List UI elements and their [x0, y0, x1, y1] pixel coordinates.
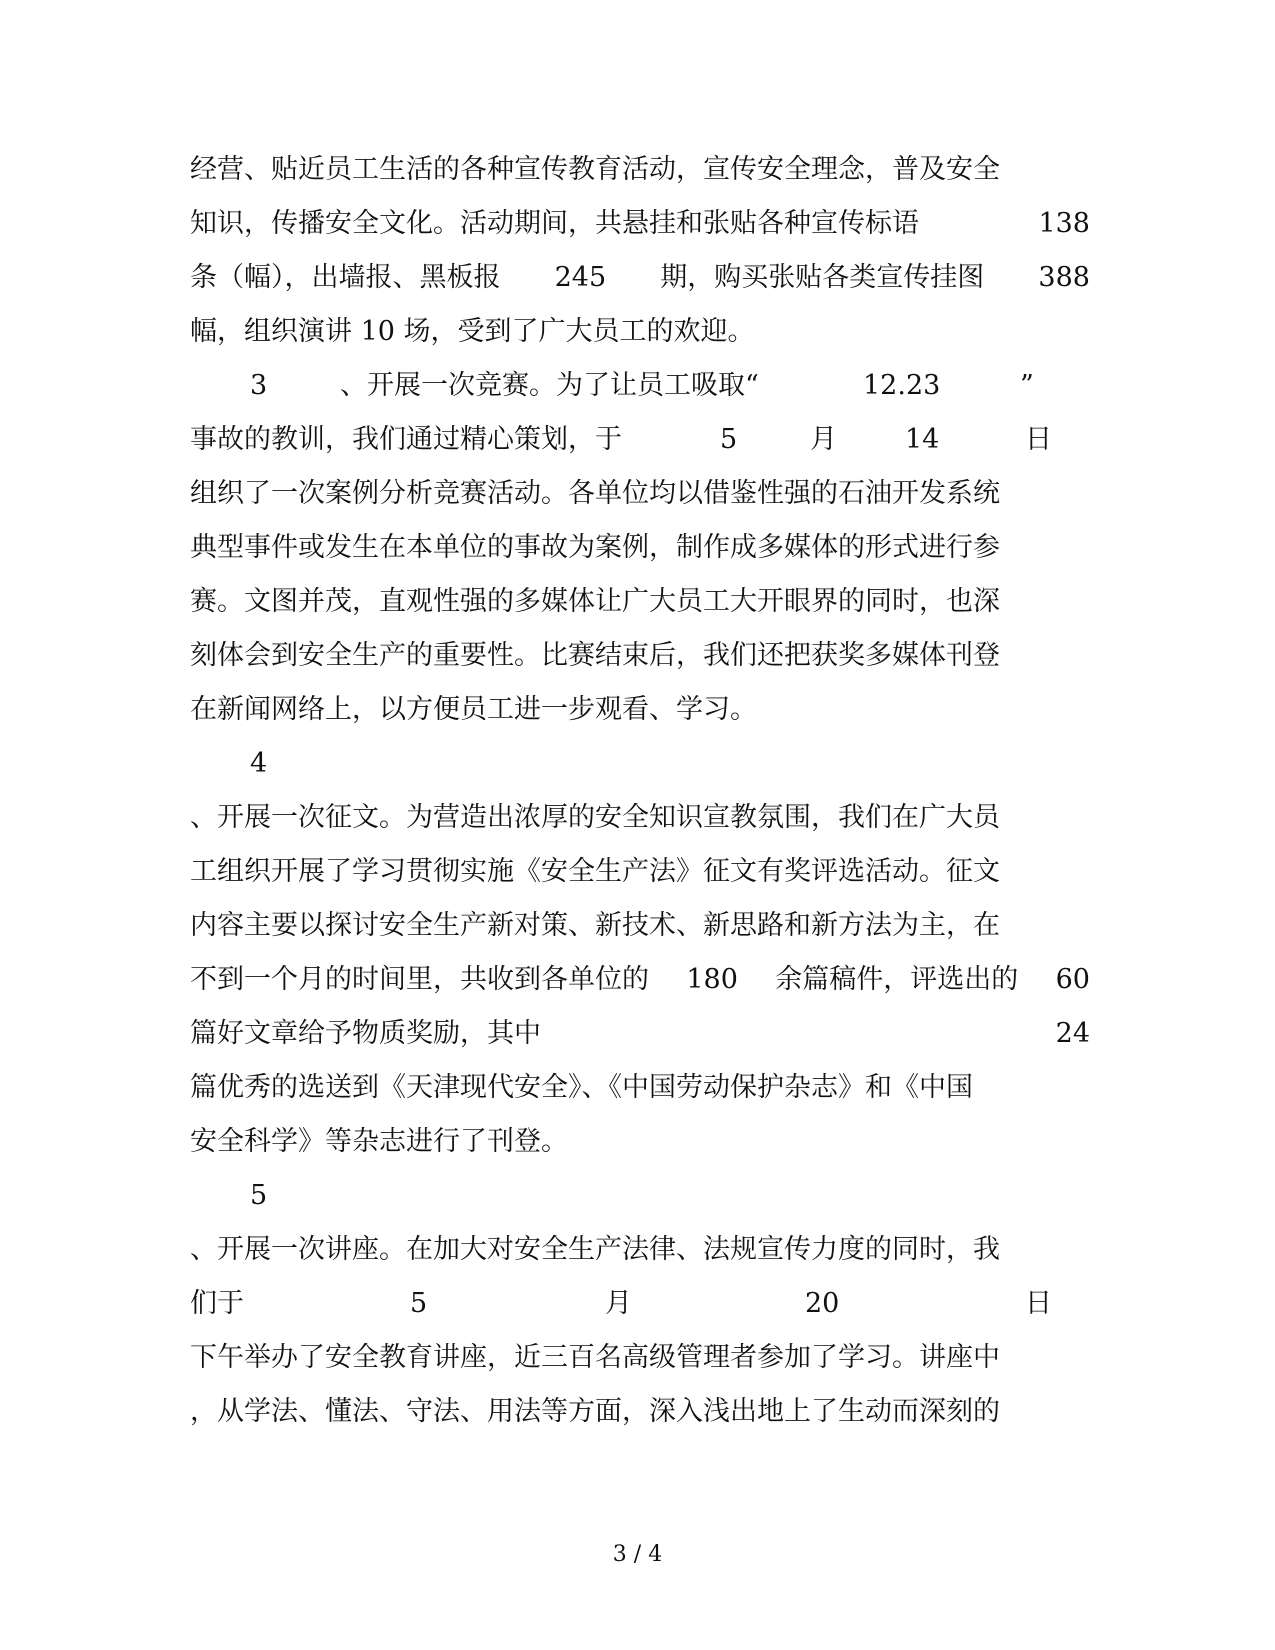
text-segment: ”: [1020, 370, 1034, 401]
text-line: 幅，组织演讲 10 场，受到了广大员工的欢迎。: [190, 316, 755, 347]
text-line: [190, 1014, 1090, 1054]
text-line: [190, 204, 1090, 244]
text-segment: 们于: [190, 1288, 244, 1319]
text-segment: 不到一个月的时间里，共收到各单位的: [190, 964, 649, 995]
text-line: 、开展一次讲座。在加大对安全生产法律、法规宣传力度的同时，我: [190, 1234, 1000, 1265]
text-line: 刻体会到安全生产的重要性。比赛结束后，我们还把获奖多媒体刊登: [190, 640, 1000, 671]
text-line: 4: [250, 748, 268, 779]
text-line: 组织了一次案例分析竞赛活动。各单位均以借鉴性强的石油开发系统: [190, 478, 1000, 509]
text-line: 典型事件或发生在本单位的事故为案例，制作成多媒体的形式进行参: [190, 532, 1000, 563]
text-segment: 60: [1055, 964, 1090, 995]
text-segment: 事故的教训，我们通过精心策划，于: [190, 424, 622, 455]
text-segment: 知识，传播安全文化。活动期间，共悬挂和张贴各种宣传标语: [190, 208, 919, 239]
text-segment: 245: [554, 262, 607, 293]
text-line: 赛。文图并茂，直观性强的多媒体让广大员工大开眼界的同时，也深: [190, 586, 1000, 617]
text-segment: 期，购买张贴各类宣传挂图: [660, 262, 985, 293]
text-segment: 、开展一次竞赛。为了让员工吸取“: [340, 370, 759, 401]
text-segment: 138: [1038, 208, 1090, 239]
text-segment: 余篇稿件，评选出的: [775, 964, 1019, 995]
text-segment: 20: [805, 1288, 840, 1319]
text-segment: 日: [1025, 1288, 1052, 1319]
text-segment: 5: [410, 1288, 428, 1319]
text-line: ，从学法、懂法、守法、用法等方面，深入浅出地上了生动而深刻的: [190, 1396, 1000, 1427]
text-segment: 月: [810, 424, 837, 455]
text-segment: 篇好文章给予物质奖励，其中: [190, 1018, 541, 1049]
text-segment: 24: [1055, 1018, 1090, 1049]
text-line: [250, 366, 1150, 406]
text-line: 在新闻网络上，以方便员工进一步观看、学习。: [190, 694, 757, 725]
text-line: 工组织开展了学习贯彻实施《安全生产法》征文有奖评选活动。征文: [190, 856, 1000, 887]
text-line: 篇优秀的选送到《天津现代安全》、《中国劳动保护杂志》和《中国: [190, 1072, 973, 1103]
text-line: [190, 1284, 1090, 1324]
text-segment: 5: [720, 424, 738, 455]
text-segment: 388: [1038, 262, 1090, 293]
text-line: [190, 960, 1090, 1000]
text-line: 下午举办了安全教育讲座，近三百名高级管理者参加了学习。讲座中: [190, 1342, 1000, 1373]
text-line: [190, 258, 1090, 298]
text-line: 、开展一次征文。为营造出浓厚的安全知识宣教氛围，我们在广大员: [190, 802, 1000, 833]
text-line: 5: [250, 1180, 268, 1211]
text-line: 经营、贴近员工生活的各种宣传教育活动，宣传安全理念，普及安全: [190, 154, 1000, 185]
text-segment: 月: [605, 1288, 632, 1319]
text-segment: 日: [1025, 424, 1052, 455]
page-number: 3 / 4: [612, 1542, 663, 1567]
text-line: 安全科学》等杂志进行了刊登。: [190, 1126, 568, 1157]
text-line: 内容主要以探讨安全生产新对策、新技术、新思路和新方法为主，在: [190, 910, 1000, 941]
text-segment: 条（幅），出墙报、黑板报: [190, 262, 501, 293]
text-line: [190, 420, 1090, 460]
text-segment: 180: [686, 964, 738, 995]
text-segment: 14: [905, 424, 940, 455]
text-segment: 12.23: [863, 370, 941, 401]
text-segment: 3: [250, 370, 268, 401]
